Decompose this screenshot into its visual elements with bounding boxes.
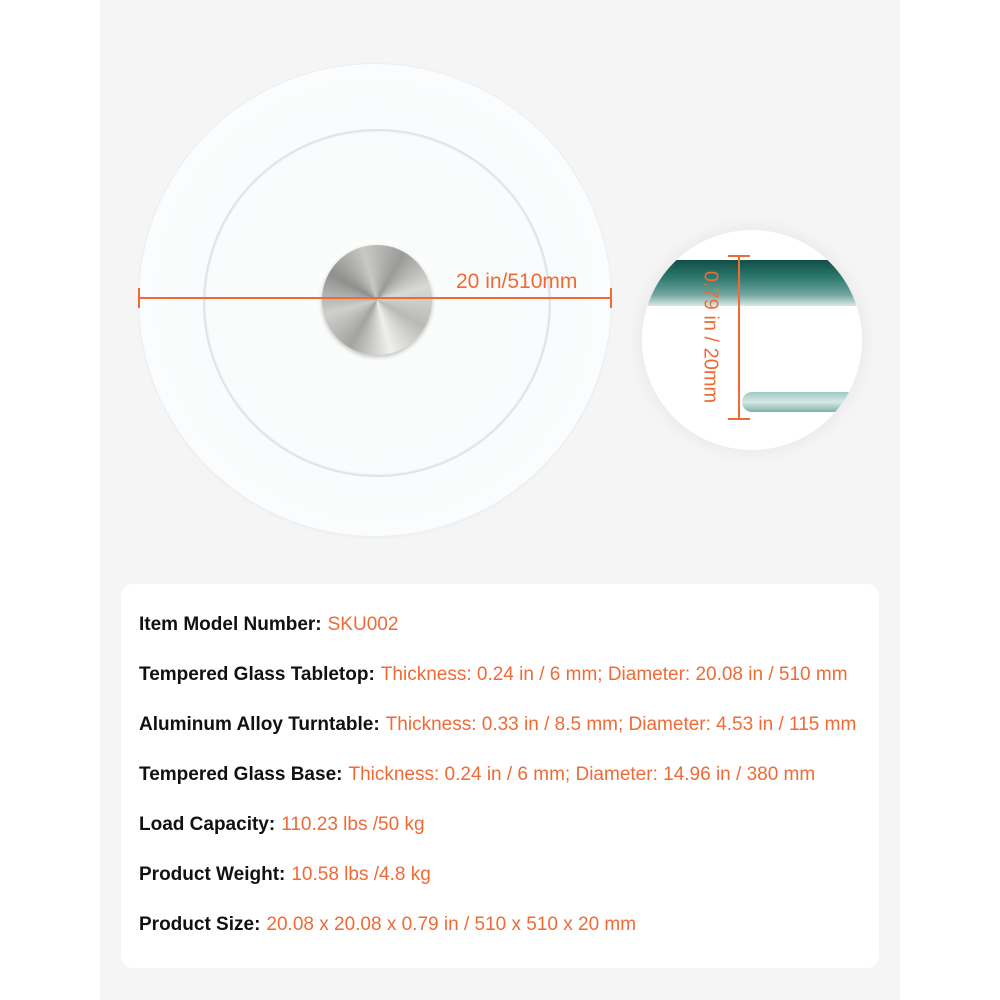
thickness-dimension-cap-top (728, 255, 750, 257)
spec-value: 110.23 lbs /50 kg (281, 814, 425, 835)
spec-value: 20.08 x 20.08 x 0.79 in / 510 x 510 x 20 mm (266, 914, 637, 935)
spec-value: Thickness: 0.24 in / 6 mm; Diameter: 20.08 in / 510 mm (380, 664, 848, 685)
spec-row-model-number (139, 614, 398, 636)
spec-key: Product Size: (139, 914, 261, 935)
spec-value: 10.58 lbs /4.8 kg (291, 864, 431, 885)
diameter-dimension-cap-left (138, 288, 140, 308)
diameter-dimension-line (139, 297, 611, 299)
thickness-dimension-cap-bottom (728, 418, 750, 420)
spec-value: Thickness: 0.33 in / 8.5 mm; Diameter: 4.53 in / 115 mm (385, 714, 857, 735)
spec-row-tabletop (139, 664, 848, 686)
glass-edge-bottom (742, 392, 862, 412)
spec-key: Load Capacity: (139, 814, 276, 835)
spec-value: Thickness: 0.24 in / 6 mm; Diameter: 14.96 in / 380 mm (348, 764, 816, 785)
spec-value: SKU002 (327, 614, 399, 635)
spec-row-product-weight (139, 864, 431, 886)
glass-edge-top (642, 260, 862, 306)
spec-row-base (139, 764, 815, 786)
spec-key: Tempered Glass Base: (139, 764, 343, 785)
spec-key: Aluminum Alloy Turntable: (139, 714, 380, 735)
spec-row-product-size (139, 914, 636, 936)
spec-row-turntable (139, 714, 856, 736)
spec-key: Item Model Number: (139, 614, 322, 635)
spec-key: Product Weight: (139, 864, 286, 885)
spec-card (121, 584, 879, 968)
spec-row-load-capacity (139, 814, 425, 836)
thickness-dimension-line (738, 255, 740, 420)
spec-key: Tempered Glass Tabletop: (139, 664, 375, 685)
edge-zoom-inset (642, 230, 862, 450)
thickness-label: 0.79 in / 20mm (699, 270, 722, 404)
diameter-label: 20 in/510mm (456, 270, 578, 293)
diameter-dimension-cap-right (610, 288, 612, 308)
aluminum-turntable (322, 245, 432, 355)
